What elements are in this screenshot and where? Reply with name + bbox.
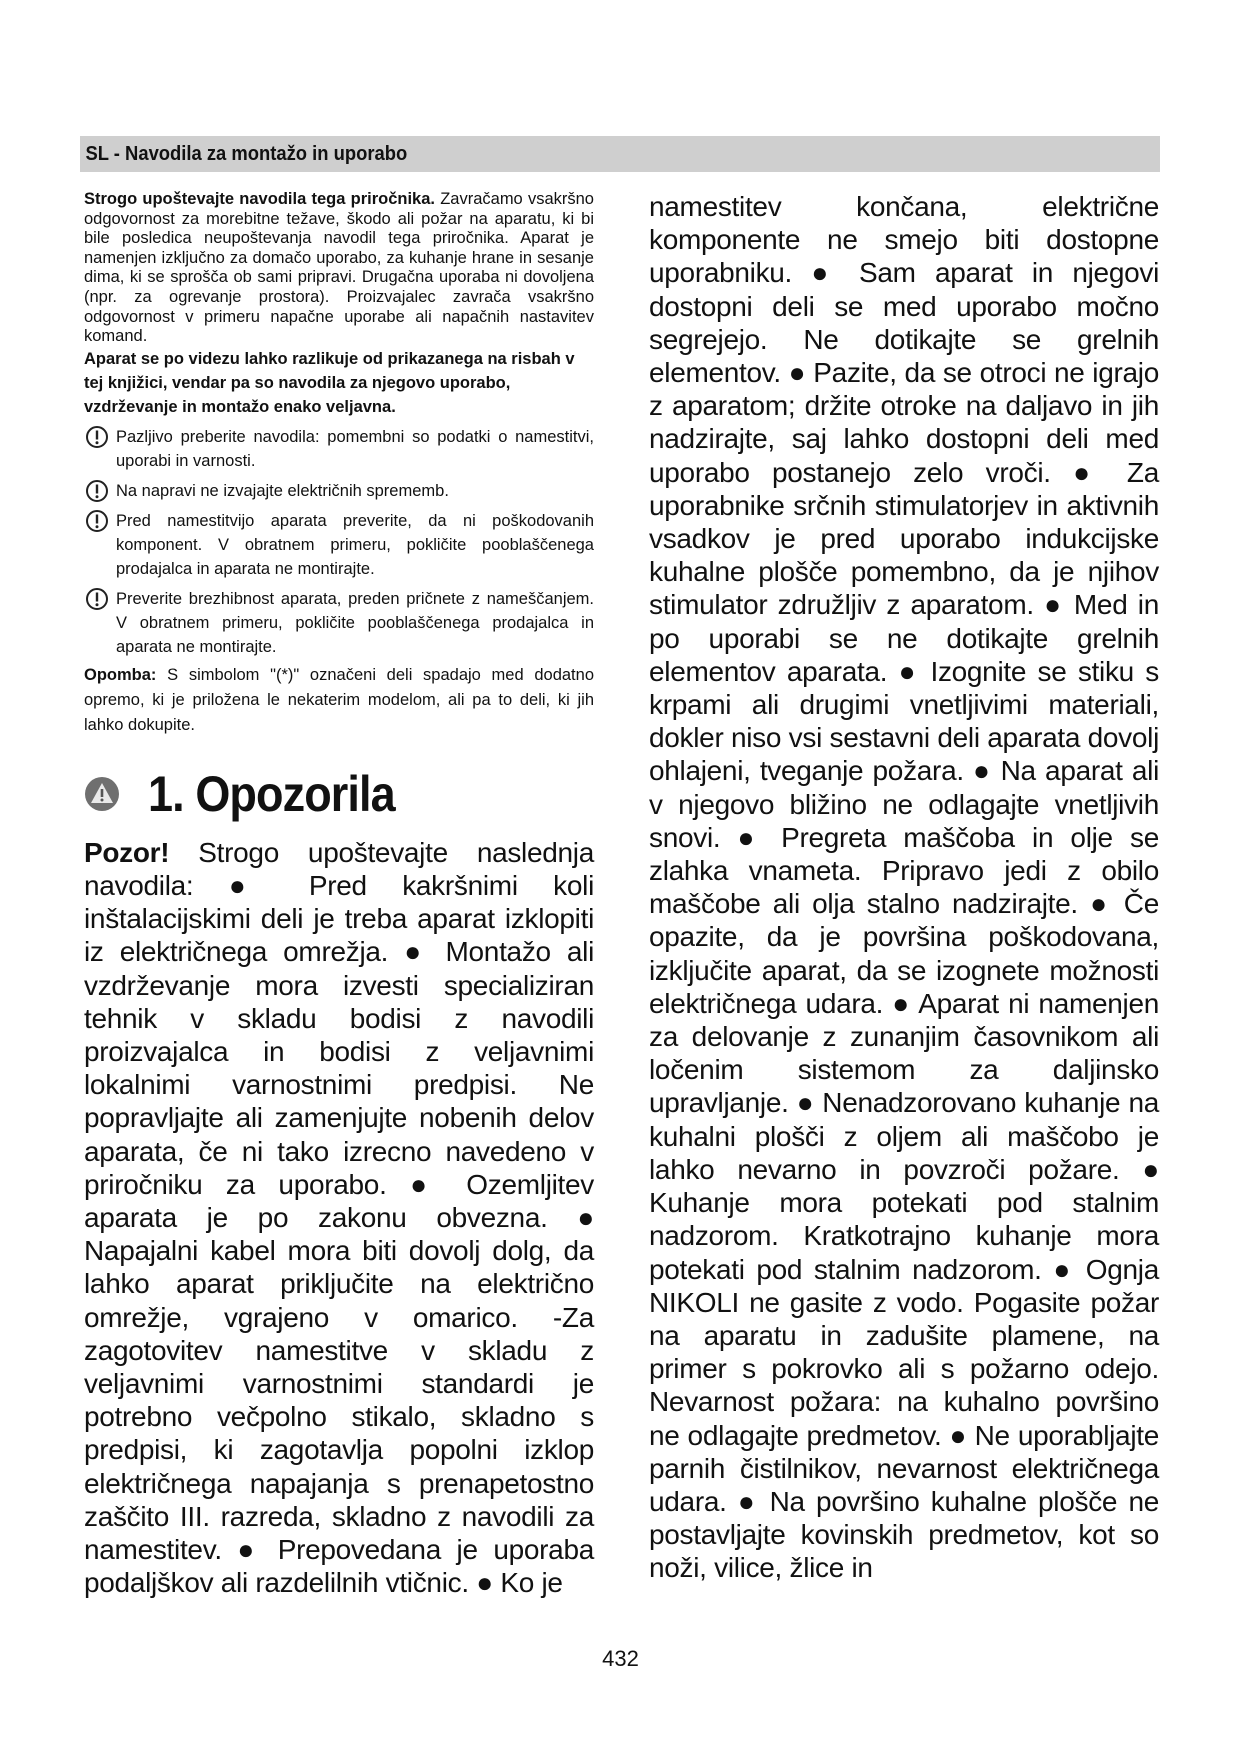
warning-text: Pred namestitvijo aparata preverite, da ni poškodovanih komponent. V obratnem primeru, pokličite pooblaščenega prodajalca in aparata ne montirajte. <box>116 511 594 578</box>
warnings-text-left: Strogo upoštevajte naslednja navodila: ● Pred kakršnimi koli inštalacijskimi deli je treba aparat izklopiti iz električnega omrežja. ● Montažo ali vzdrževanje mora izvesti specializiran tehnik v skladu bodisi z navodili proizvajalca in bodisi z veljavnimi lokalnimi varnostnimi predpisi. Ne popravljajte ali zamenjujte nobenih delov aparata, če ni tako izrecno navedeno v priročniku za uporabo. ● Ozemljitev aparata je po zakonu obvezna. ● Napajalni kabel mora biti dovolj dolg, da lahko aparat priključite na električno omrežje, vgrajeno v omarico. -Za zagotovitev namestitve v skladu z veljavnimi varnostnimi standardi je potrebno večpolno stikalo, skladno s predpisi, ki zagotavlja popolni izklop električnega napajanja s prenapetostno zaščito III. razreda, skladno z navodili za namestitev. ● Prepovedana je uporaba podaljškov ali razdelilnih vtičnic. ● Ko je <box>84 836 594 1599</box>
warning-item <box>84 509 594 581</box>
right-column <box>649 190 1159 1585</box>
header-title: SL - Navodila za montažo in uporabo <box>85 142 408 165</box>
note-label: Opomba: <box>84 665 157 684</box>
caution-icon <box>84 509 110 533</box>
note-paragraph <box>84 663 594 738</box>
hazard-warning-icon <box>84 776 120 812</box>
left-column <box>84 190 594 1599</box>
warnings-body-right: namestitev končana, električne komponente ne smejo biti dostopne uporabniku. ● Sam aparat in njegovi dostopni deli se med uporabo močno segrejejo. Ne dotikajte se grelnih elementov. ● Pazite, da se otroci ne igrajo z aparatom; držite otroke na daljavo in jih nadzirajte, saj lahko dostopni deli med uporabo postanejo zelo vroči. ● Za uporabnike srčnih stimulatorjev in aktivnih vsadkov je pred uporabo indukcijske kuhalne plošče pomembno, da je njihov stimulator združljiv z aparatom. ● Med in po uporabi se ne dotikajte grelnih elementov aparata. ● Izognite se stiku s krpami ali drugimi vnetljivimi materiali, dokler niso vsi sestavni deli aparata dovolj ohlajeni, tveganje požara. ● Na aparat ali v njegovo bližino ne odlagajte vnetljivih snovi. ● Pregreta maščoba in olje se zlahka vnameta. Pripravo jedi z obilo maščobe ali olja stalno nadzirajte. ● Če opazite, da je površina poškodovana, izključite aparat, da se izognete možnosti električnega udara. ● Aparat ni namenjen za delovanje z zunanjim časovnikom ali ločenim sistemom za daljinsko upravljanje. ● Nenadzorovano kuhanje na kuhalni plošči z oljem ali maščobo je lahko nevarno in povzroči požare. ● Kuhanje mora potekati pod stalnim nadzorom. Kratkotrajno kuhanje mora potekati pod stalnim nadzorom. ● Ognja NIKOLI ne gasite z vodo. Pogasite požar na aparatu in zadušite plamene, na primer s pokrovko ali s požarno odejo. Nevarnost požara: na kuhalno površino ne odlagajte predmetov. ● Ne uporabljajte parnih čistilnikov, nevarnost električnega udara. ● Na površino kuhalne plošče ne postavljajte kovinskih predmetov, kot so noži, vilice, žlice in <box>649 191 1159 1584</box>
intro-text: Zavračamo vsakršno odgovornost za morebitne težave, škodo ali požar na aparatu, ki bi bile posledica neupoštevanja navodil tega priročnika. Aparat je namenjen izključno za domačo uporabo, za kuhanje hrane in sesanje dima, ki se sprošča ob sami pripravi. Drugačna uporaba ni dovoljena (npr. za ogrevanje prostora). Proizvajalec zavrača vsakršno odgovornost v primeru napačne uporabe ali napačnih nastavitev komand. <box>84 190 594 346</box>
note-text: S simbolom "(*)" označeni deli spadajo med dodatno opremo, ki je priložena le nekaterim modelom, ali pa to deli, ki jih lahko dokupite. <box>84 665 594 734</box>
caution-icon <box>84 425 110 449</box>
warnings-body-left <box>84 836 594 1600</box>
appearance-notice: Aparat se po videzu lahko razlikuje od prikazanega na risbah v tej knjižici, vendar pa so navodila za njegovo uporabo, vzdrževanje in montažo enako veljavna. <box>84 349 575 416</box>
caution-icon <box>84 587 110 611</box>
warning-text: Na napravi ne izvajajte električnih sprememb. <box>116 481 449 500</box>
warning-text: Preverite brezhibnost aparata, preden pričnete z nameščanjem. V obratnem primeru, pokličite pooblaščenega prodajalca in aparata ne montirajte. <box>116 589 594 656</box>
attention-lead: Pozor! <box>84 836 170 868</box>
section-heading <box>84 762 594 826</box>
warning-item <box>84 425 594 473</box>
warning-item <box>84 479 594 503</box>
section-header-bar <box>80 136 1160 172</box>
page-number: 432 <box>602 1646 639 1671</box>
warning-text: Pazljivo preberite navodila: pomembni so podatki o namestitvi, uporabi in varnosti. <box>116 427 594 470</box>
intro-bold-lead: Strogo upoštevajte navodila tega priročnika. <box>84 190 435 208</box>
section-title: 1. Opozorila <box>148 765 395 822</box>
caution-icon <box>84 479 110 503</box>
warning-item <box>84 587 594 659</box>
intro-paragraph <box>84 190 594 347</box>
